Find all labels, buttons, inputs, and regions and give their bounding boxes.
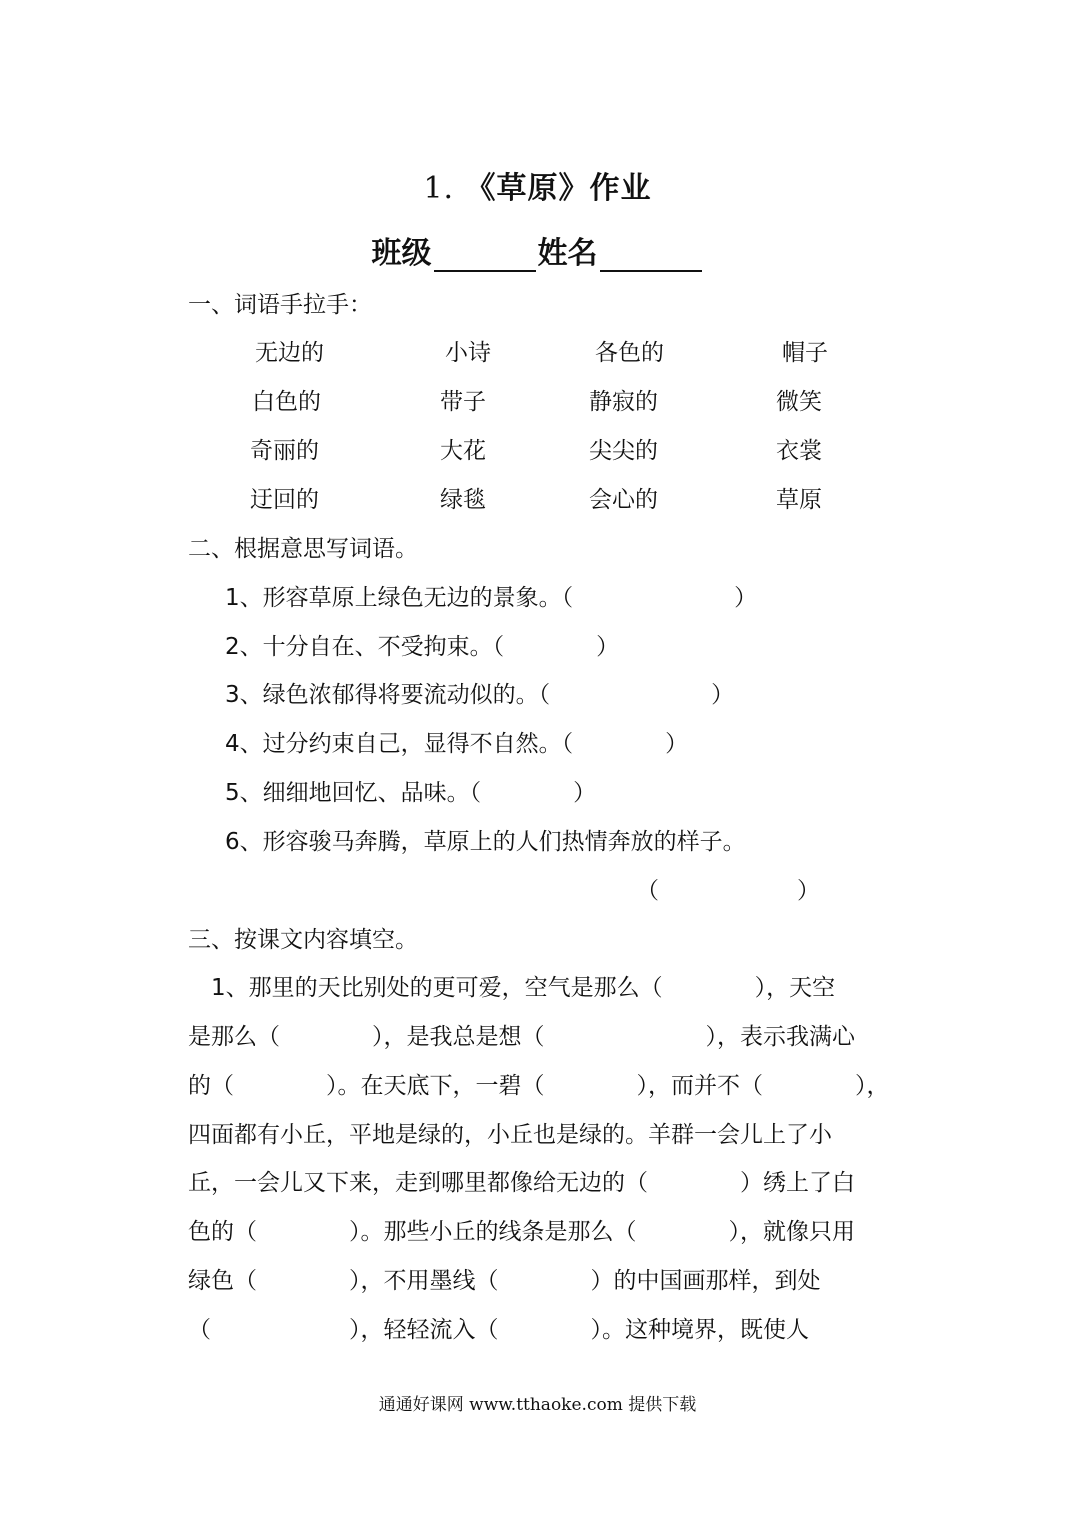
name-label: 姓名: [537, 236, 598, 271]
word-r2-c3: 静寂的: [589, 389, 658, 415]
section1-heading: 一、词语手拉手：: [188, 292, 372, 318]
section2-answer-line: （ ）: [636, 878, 820, 904]
word-r3-c1: 奇丽的: [250, 438, 319, 464]
section2-item: 6、形容骏马奔腾，草原上的人们热情奔放的样子。: [225, 829, 746, 855]
class-blank: [434, 240, 536, 272]
word-r1-c4: 帽子: [782, 340, 828, 366]
word-r2-c2: 带子: [440, 389, 486, 415]
word-r1-c3: 各色的: [595, 340, 664, 366]
title-number: 1.: [423, 171, 455, 206]
word-r4-c4: 草原: [776, 487, 822, 513]
section2-item: 4、过分约束自己，显得不自然。（ ）: [225, 731, 689, 757]
section3-heading: 三、按课文内容填空。: [188, 927, 418, 953]
word-r3-c2: 大花: [440, 438, 486, 464]
page-title: [0, 163, 1075, 207]
section2-item: 3、绿色浓郁得将要流动似的。（ ）: [225, 682, 735, 708]
word-r4-c2: 绿毯: [440, 487, 486, 513]
title-text: 《草原》作业: [465, 171, 652, 206]
section3-line: 色的（ ）。那些小丘的线条是那么（ ），就像只用: [188, 1219, 855, 1245]
section2-item: 1、形容草原上绿色无边的景象。（ ）: [225, 585, 758, 611]
word-r3-c3: 尖尖的: [589, 438, 658, 464]
class-label: 班级: [371, 236, 432, 271]
section3-line: 1、那里的天比别处的更可爱，空气是那么（ ），天空: [188, 975, 836, 1001]
student-info: [0, 228, 1075, 272]
footer-source: 通通好课网 www.tthaoke.com 提供下载: [378, 1395, 697, 1415]
name-blank: [600, 240, 702, 272]
section3-line: （ ），轻轻流入（ ）。这种境界，既使人: [188, 1317, 809, 1343]
word-r2-c4: 微笑: [776, 389, 822, 415]
section3-line: 是那么（ ），是我总是想（ ），表示我满心: [188, 1024, 855, 1050]
section3-line: 四面都有小丘，平地是绿的，小丘也是绿的。羊群一会儿上了小: [188, 1122, 832, 1148]
section3-line: 的（ ）。在天底下，一碧（ ），而并不（ ），: [188, 1073, 890, 1099]
word-r4-c1: 迂回的: [250, 487, 319, 513]
section2-item: 2、十分自在、不受拘束。（ ）: [225, 634, 620, 660]
section2-item: 5、细细地回忆、品味。（ ）: [225, 780, 597, 806]
word-r2-c1: 白色的: [252, 389, 321, 415]
section3-line: 丘，一会儿又下来，走到哪里都像给无边的（ ）绣上了白: [188, 1170, 855, 1196]
section3-line: 绿色（ ），不用墨线（ ）的中国画那样，到处: [188, 1268, 821, 1294]
word-r1-c2: 小诗: [445, 340, 491, 366]
section2-heading: 二、根据意思写词语。: [188, 536, 418, 562]
word-r4-c3: 会心的: [589, 487, 658, 513]
word-r1-c1: 无边的: [255, 340, 324, 366]
word-r3-c4: 衣裳: [776, 438, 822, 464]
